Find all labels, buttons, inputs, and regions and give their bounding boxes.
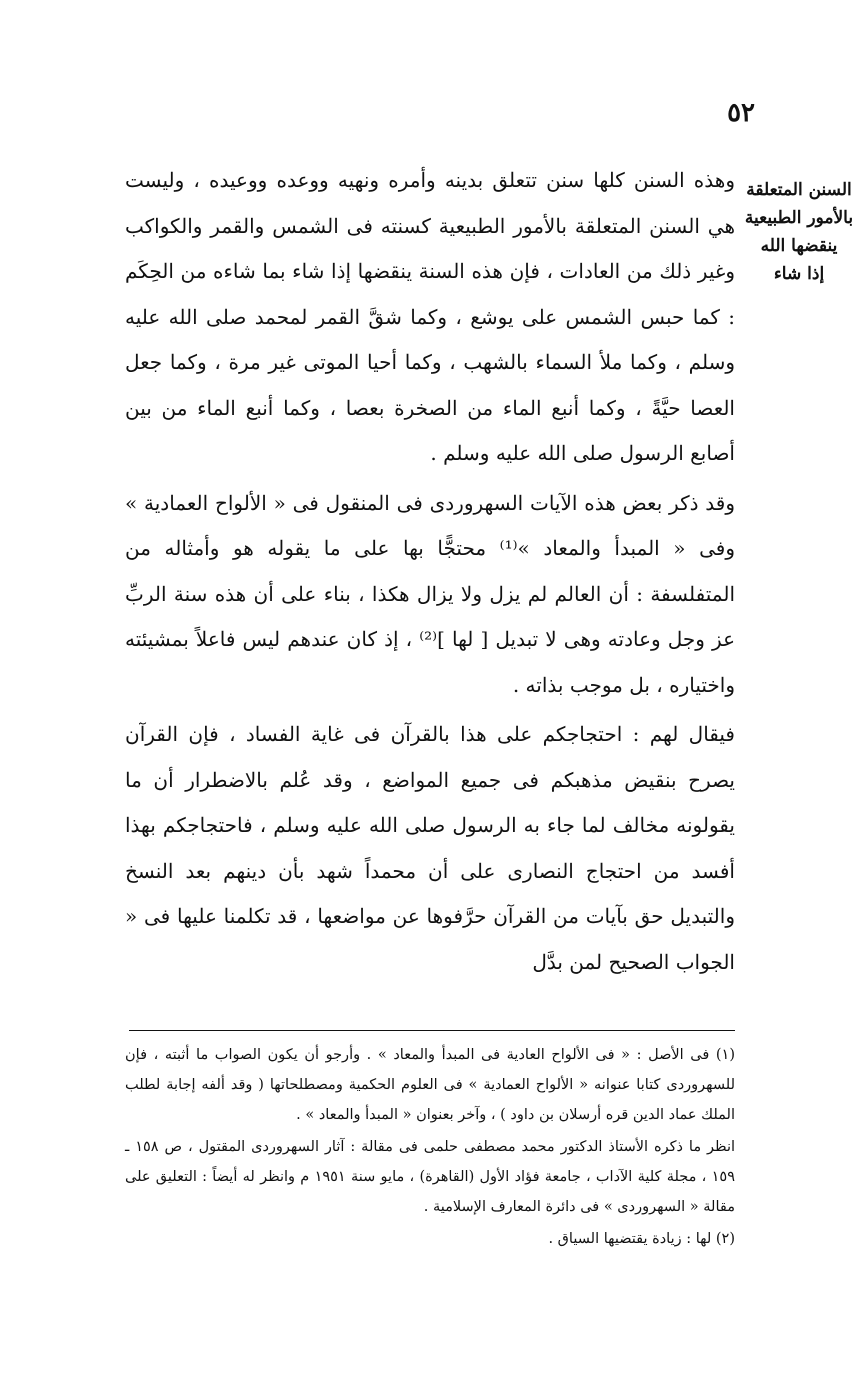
footnote: انظر ما ذكره الأستاذ الدكتور محمد مصطفى حلمى فى مقالة : آثار السهروردى المقتول ، ص ١٥٨ ـ ١٥٩ ، مجلة كلية الآداب ، جامعة فؤاد الأول (القاهرة) ، مايو سنة ١٩٥١ م وانظر له أيضاً : التعليق على مقالة « السهروردى » فى دائرة المعارف الإسلامية . bbox=[125, 1139, 736, 1215]
margin-note-line: إذا شاء bbox=[773, 264, 825, 284]
margin-note-line: السنن المتعلقة bbox=[746, 180, 852, 200]
footnote: (١) فى الأصل : « فى الألواح العادية فى المبدأ والمعاد » . وأرجو أن يكون الصواب ما أثبته ، فإن للسهروردى كتابا عنوانه « الألواح العمادية » فى العلوم الحكمية ومصطلحاتها ( وقد ألفه إجابة لطلب الملك عماد الدين قره أرسلان بن داود ) ، وآخر بعنوان « المبدأ والمعاد » . bbox=[125, 1047, 735, 1123]
page-number: ٥٢ bbox=[727, 98, 755, 128]
margin-note bbox=[743, 176, 855, 288]
footnotes bbox=[125, 1040, 735, 1254]
paragraph: وقد ذكر بعض هذه الآيات السهروردى فى المنقول فى « الألواح العمادية » وفى « المبدأ والمعاد »⁽¹⁾ محتجًّا بها على ما يقوله هو وأمثاله من المتفلسفة : أن العالم لم يزل ولا يزال هكذا ، بناء على أن هذه سنة الربِّ عز وجل وعادته وهى لا تبديل [ لها ]⁽²⁾ ، إذ كان عندهم ليس فاعلاً بمشيئته واختياره ، بل موجب بذاته . bbox=[125, 490, 736, 697]
margin-note-line: بالأمور الطبيعية bbox=[744, 208, 854, 228]
footnote: (٢) لها : زيادة يقتضيها السياق . bbox=[548, 1231, 735, 1247]
margin-note-line: ينقضها الله bbox=[760, 236, 838, 256]
paragraph: فيقال لهم : احتجاجكم على هذا بالقرآن فى غاية الفساد ، فإن القرآن يصرح بنقيض مذهبكم فى جميع المواضع ، وقد عُلم بالاضطرار أن ما يقولونه مخالف لما جاء به الرسول صلى الله عليه وسلم ، فاحتجاجكم بهذا أفسد من احتجاج النصارى على أن محمداً شهد بأن دينهم بعد النسخ والتبديل حق بآيات من القرآن حرَّفوها عن مواضعها ، قد تكلمنا عليها فى « الجواب الصحيح لمن بدَّل bbox=[125, 722, 735, 974]
main-text bbox=[125, 158, 735, 985]
paragraph: وهذه السنن كلها سنن تتعلق بدينه وأمره ونهيه ووعده ووعيده ، وليست هي السنن المتعلقة بالأمور الطبيعية كسنته فى الشمس والقمر والكواكب وغير ذلك من العادات ، فإن هذه السنة ينقضها إذا شاء بما شاءه من الحِكَم : كما حبس الشمس على يوشع ، وكما شقَّ القمر لمحمد صلى الله عليه وسلم ، وكما ملأ السماء بالشهب ، وكما أحيا الموتى غير مرة ، وكما جعل العصا حيَّةً ، وكما أنبع الماء من الصخرة بعصا ، وكما أنبع الماء من بين أصابع الرسول صلى الله عليه وسلم . bbox=[125, 168, 735, 465]
footnote-divider bbox=[129, 1030, 735, 1031]
